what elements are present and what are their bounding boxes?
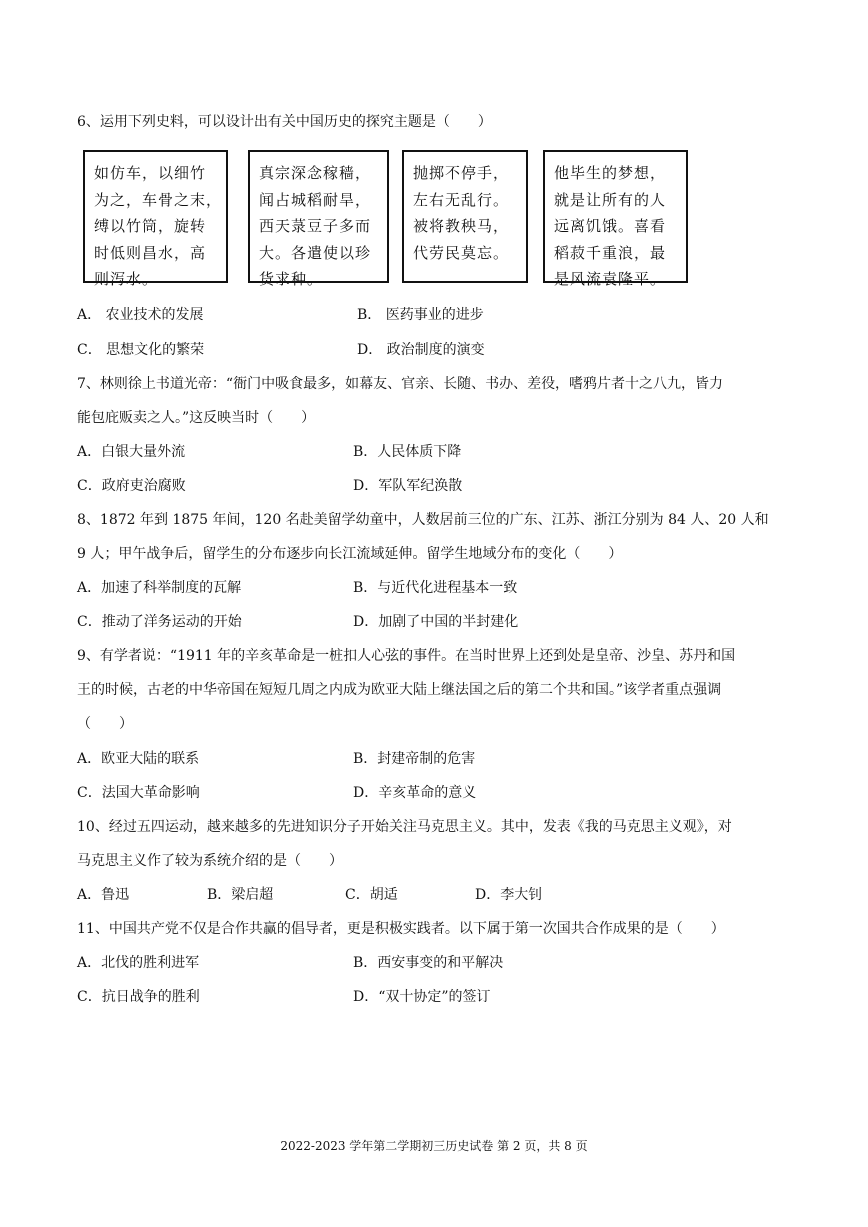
source-line: 时低则昌水，高 bbox=[94, 243, 207, 262]
q6-option-a[interactable]: A． 农业技术的发展 bbox=[77, 307, 204, 323]
q7-stem-line-1: 7、林则徐上书道光帝：“衙门中吸食最多，如幕友、官亲、长随、书办、差役，嗜鸦片者十之八九，皆力 bbox=[77, 376, 724, 392]
source-line: 抛掷不停手， bbox=[413, 164, 510, 182]
q11-option-c[interactable]: C．抗日战争的胜利 bbox=[77, 989, 200, 1005]
q8-stem-line-2: 9 人；甲午战争后，留学生的分布逐步向长江流域延伸。留学生地域分布的变化（ ） bbox=[77, 546, 623, 562]
q11-option-b[interactable]: B．西安事变的和平解决 bbox=[353, 955, 504, 971]
q6-option-c[interactable]: C． 思想文化的繁荣 bbox=[77, 342, 205, 358]
source-line: 大。各遣使以珍 bbox=[259, 243, 372, 262]
q11-option-d[interactable]: D．“双十协定”的签订 bbox=[353, 989, 491, 1005]
source-line: 真宗深念稼穑， bbox=[259, 164, 372, 182]
q10-option-b[interactable]: B．梁启超 bbox=[207, 887, 274, 903]
source-line: 西天菉豆子多而 bbox=[259, 217, 372, 235]
page-footer: 2022-2023 学年第二学期初三历史试卷 第 2 页，共 8 页 bbox=[280, 1139, 588, 1153]
source-box-2 bbox=[248, 150, 389, 288]
source-line: 他毕生的梦想， bbox=[554, 164, 667, 182]
source-line: 代劳民莫忘。 bbox=[413, 243, 510, 262]
source-line: 稻菽千重浪，最 bbox=[554, 243, 667, 262]
q7-option-b[interactable]: B．人民体质下降 bbox=[353, 444, 462, 460]
source-line: 远离饥饿。喜看 bbox=[554, 217, 667, 235]
q6-stem: 6、运用下列史料，可以设计出有关中国历史的探究主题是（ ） bbox=[77, 114, 492, 130]
source-line: 被将教秧马， bbox=[413, 217, 510, 235]
q9-option-c[interactable]: C．法国大革命影响 bbox=[77, 785, 200, 801]
q10-stem-line-2: 马克思主义作了较为系统介绍的是（ ） bbox=[77, 853, 343, 869]
q6-option-b[interactable]: B． 医药事业的进步 bbox=[357, 307, 484, 323]
q7-stem-line-2: 能包庇贩卖之人。”这反映当时（ ） bbox=[77, 410, 316, 426]
q11-stem: 11、中国共产党不仅是合作共赢的倡导者，更是积极实践者。以下属于第一次国共合作成果的是（ ） bbox=[77, 921, 725, 937]
source-line: 就是让所有的人 bbox=[554, 190, 667, 209]
q7-option-c[interactable]: C．政府吏治腐败 bbox=[77, 478, 186, 494]
q10-option-d[interactable]: D．李大钊 bbox=[475, 887, 543, 903]
q8-option-a[interactable]: A．加速了科举制度的瓦解 bbox=[77, 580, 242, 596]
q9-option-d[interactable]: D．辛亥革命的意义 bbox=[353, 785, 477, 801]
q8-option-c[interactable]: C．推动了洋务运动的开始 bbox=[77, 614, 242, 630]
q8-stem-line-1: 8、1872 年到 1875 年间，120 名赴美留学幼童中，人数居前三位的广东、江苏、浙江分别为 84 人、20 人和 bbox=[77, 512, 769, 528]
source-line: 货求种。 bbox=[259, 270, 324, 288]
source-box-3 bbox=[402, 150, 528, 283]
source-line: 为之，车骨之末， bbox=[94, 190, 223, 209]
q8-option-b[interactable]: B．与近代化进程基本一致 bbox=[353, 580, 518, 596]
source-line: 如仿车，以细竹 bbox=[94, 164, 207, 182]
q10-option-c[interactable]: C．胡适 bbox=[345, 887, 398, 903]
source-box-1 bbox=[83, 150, 228, 288]
source-line: 缚以竹筒，旋转 bbox=[94, 217, 207, 235]
q9-stem-line-3: （ ） bbox=[77, 716, 133, 732]
q7-option-d[interactable]: D．军队军纪涣散 bbox=[353, 478, 463, 494]
q10-stem-line-1: 10、经过五四运动，越来越多的先进知识分子开始关注马克思主义。其中，发表《我的马克思主义观》，对 bbox=[77, 819, 732, 835]
q9-option-b[interactable]: B．封建帝制的危害 bbox=[353, 751, 476, 767]
source-line: 是风流袁隆平。 bbox=[554, 270, 667, 288]
q10-option-a[interactable]: A．鲁迅 bbox=[77, 887, 130, 903]
q6-option-d[interactable]: D． 政治制度的演变 bbox=[357, 342, 485, 358]
q7-option-a[interactable]: A．白银大量外流 bbox=[77, 444, 186, 460]
q9-stem-line-2: 王的时候，古老的中华帝国在短短几周之内成为欧亚大陆上继法国之后的第二个共和国。”该学者重点强调 bbox=[77, 682, 722, 698]
source-box-4 bbox=[543, 150, 688, 288]
q9-option-a[interactable]: A．欧亚大陆的联系 bbox=[77, 751, 200, 767]
q11-option-a[interactable]: A．北伐的胜利进军 bbox=[77, 955, 200, 971]
source-line: 闻占城稻耐旱， bbox=[259, 190, 372, 209]
q8-option-d[interactable]: D．加剧了中国的半封建化 bbox=[353, 614, 519, 630]
source-line: 左右无乱行。 bbox=[413, 190, 510, 209]
source-line: 则泻水。 bbox=[94, 270, 159, 288]
q9-stem-line-1: 9、有学者说：“1911 年的辛亥革命是一桩扣人心弦的事件。在当时世界上还到处是皇帝、沙皇、苏丹和国 bbox=[77, 648, 736, 664]
